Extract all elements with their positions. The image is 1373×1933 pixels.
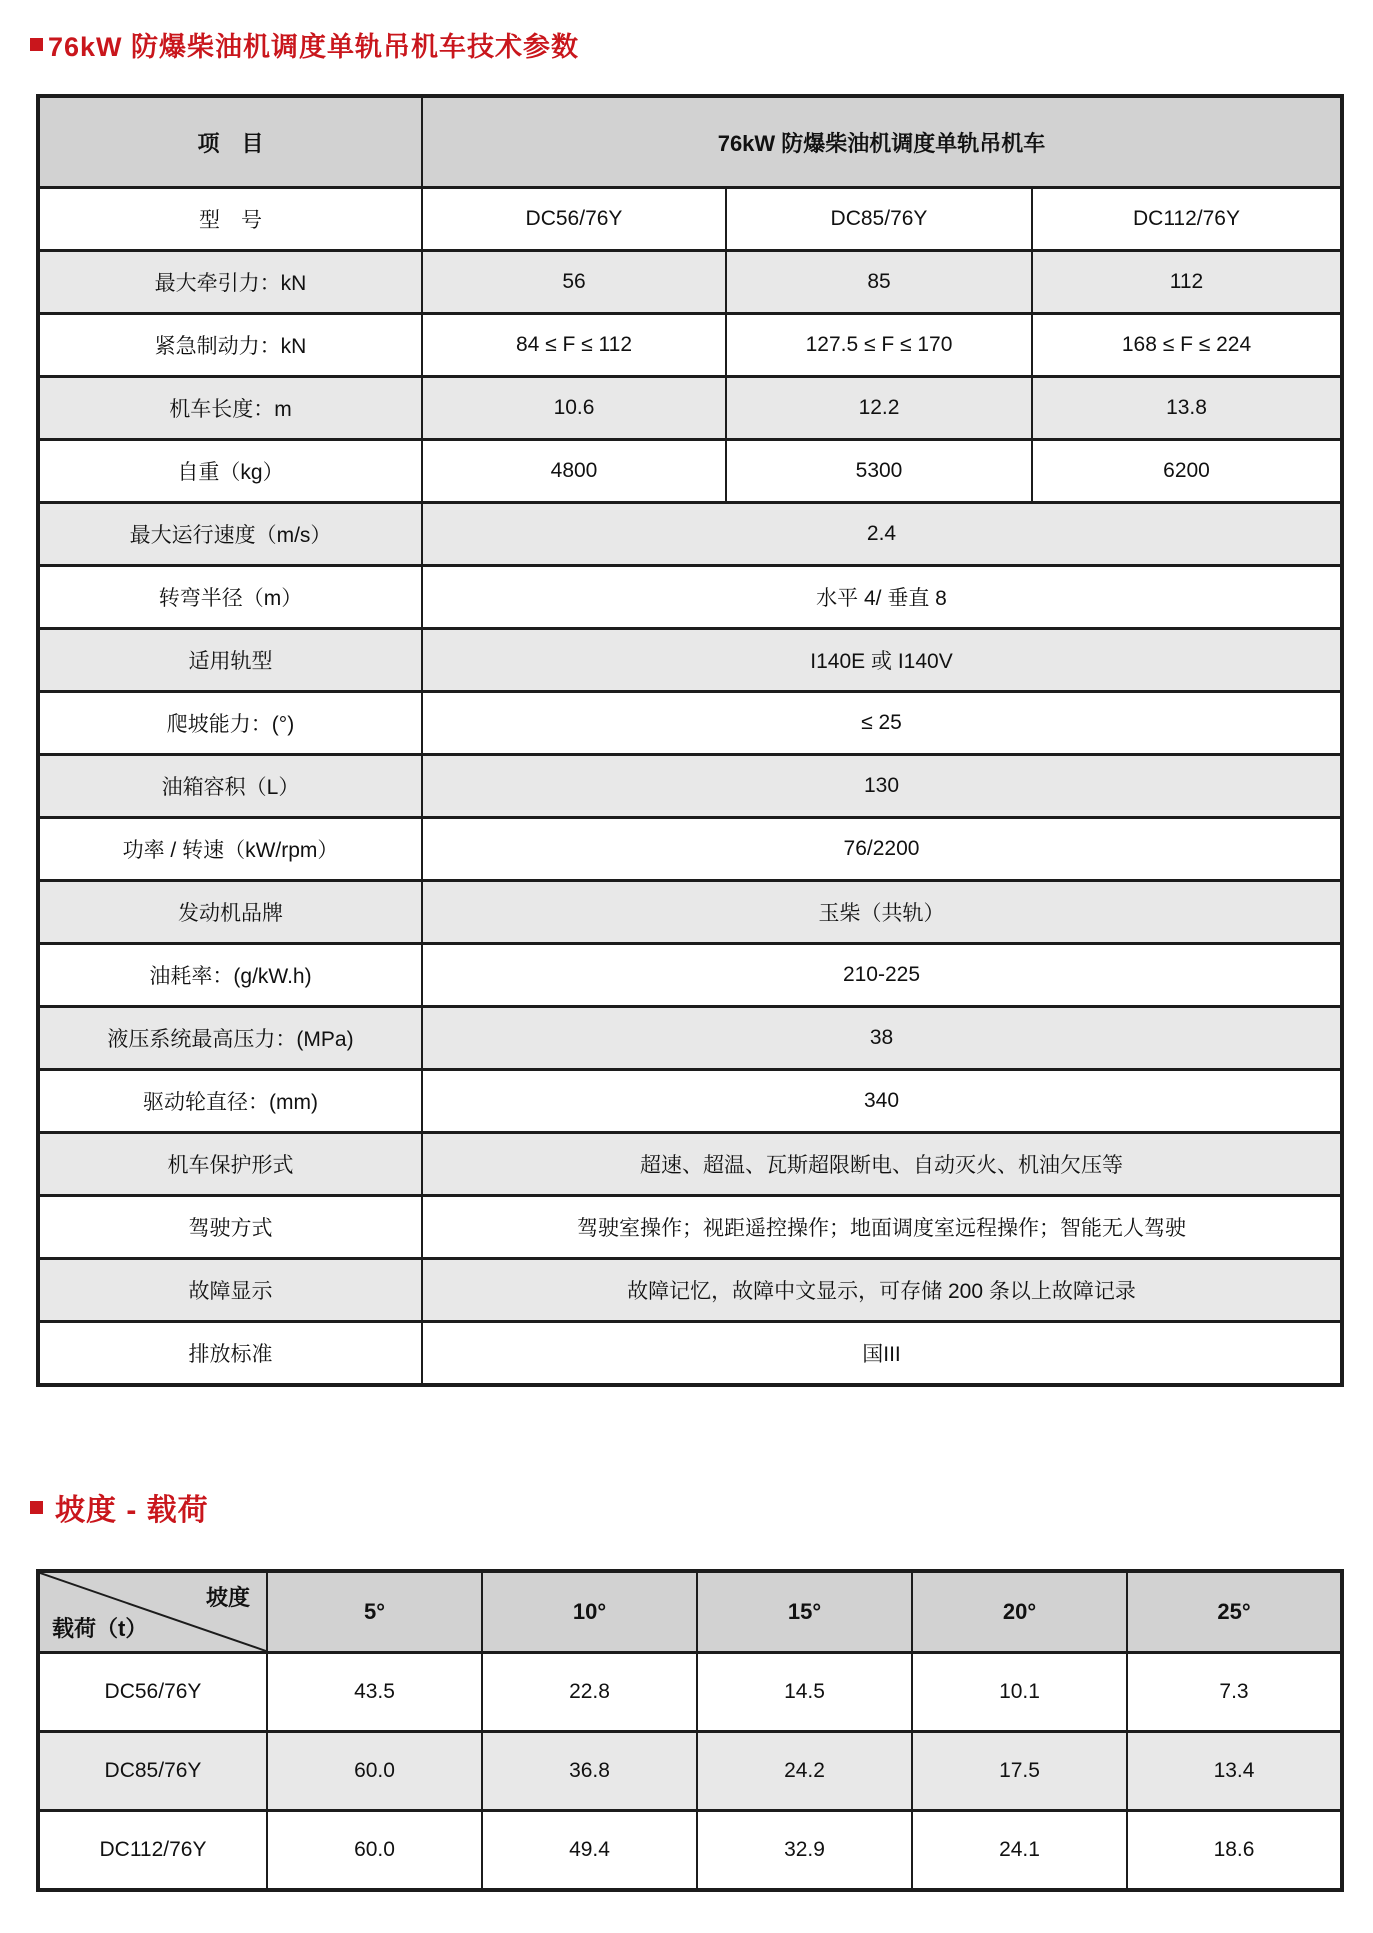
value-cell: 5300: [726, 440, 1032, 503]
value-cell: 10.6: [422, 377, 726, 440]
row-label-cell: 液压系统最高压力：(MPa): [38, 1007, 422, 1070]
table-row: [38, 440, 1342, 503]
value-cell: 130: [422, 755, 1342, 818]
value-cell: 10.1: [912, 1653, 1127, 1732]
column-header: 25°: [1127, 1571, 1342, 1653]
table-row: [38, 692, 1342, 755]
spec-table: [36, 94, 1344, 1387]
value-cell: 36.8: [482, 1732, 697, 1811]
row-label-cell: 故障显示: [38, 1259, 422, 1322]
row-label-cell: 转弯半径（m）: [38, 566, 422, 629]
table-row: [38, 1811, 1342, 1891]
table-row: [38, 566, 1342, 629]
row-label-cell: 驱动轮直径：(mm): [38, 1070, 422, 1133]
row-label-cell: 自重（kg）: [38, 440, 422, 503]
value-cell: 22.8: [482, 1653, 697, 1732]
value-cell: 17.5: [912, 1732, 1127, 1811]
table-row: [38, 629, 1342, 692]
value-cell: 国III: [422, 1322, 1342, 1386]
load-table: [36, 1569, 1344, 1892]
value-cell: 76/2200: [422, 818, 1342, 881]
value-cell: 43.5: [267, 1653, 482, 1732]
value-cell: 340: [422, 1070, 1342, 1133]
value-cell: 玉柴（共轨）: [422, 881, 1342, 944]
table-row: [38, 1070, 1342, 1133]
value-cell: 56: [422, 251, 726, 314]
value-cell: 112: [1032, 251, 1342, 314]
row-label-cell: 机车保护形式: [38, 1133, 422, 1196]
value-cell: 驾驶室操作；视距遥控操作；地面调度室远程操作；智能无人驾驶: [422, 1196, 1342, 1259]
section-title-spec: [30, 25, 1373, 64]
section-title-spec-text: 76kW 防爆柴油机调度单轨吊机车技术参数: [48, 32, 580, 62]
value-cell: 32.9: [697, 1811, 912, 1891]
table-row: [38, 503, 1342, 566]
value-cell: 24.2: [697, 1732, 912, 1811]
table-row: [38, 1653, 1342, 1732]
value-cell: 4800: [422, 440, 726, 503]
value-cell: 故障记忆，故障中文显示，可存储 200 条以上故障记录: [422, 1259, 1342, 1322]
row-label-cell: 紧急制动力：kN: [38, 314, 422, 377]
value-cell: 210-225: [422, 944, 1342, 1007]
column-header: 5°: [267, 1571, 482, 1653]
value-cell: I140E 或 I140V: [422, 629, 1342, 692]
row-label-cell: 机车长度：m: [38, 377, 422, 440]
column-header: 15°: [697, 1571, 912, 1653]
value-cell: 168 ≤ F ≤ 224: [1032, 314, 1342, 377]
table-row: [38, 818, 1342, 881]
value-cell: 84 ≤ F ≤ 112: [422, 314, 726, 377]
row-label-cell: 适用轨型: [38, 629, 422, 692]
value-cell: DC56/76Y: [422, 188, 726, 251]
value-cell: 85: [726, 251, 1032, 314]
model-cell: DC112/76Y: [38, 1811, 267, 1891]
table-row: [38, 1732, 1342, 1811]
table-row: [38, 944, 1342, 1007]
table-row: [38, 1007, 1342, 1070]
value-cell: 38: [422, 1007, 1342, 1070]
table-row: [38, 1322, 1342, 1386]
section-title-load-text: 坡度 - 载荷: [55, 1494, 209, 1527]
row-label-cell: 功率 / 转速（kW/rpm）: [38, 818, 422, 881]
spec-header-row: [38, 96, 1342, 188]
table-row: [38, 1259, 1342, 1322]
row-label-cell: 油耗率：(g/kW.h): [38, 944, 422, 1007]
table-row: [38, 251, 1342, 314]
table-row: [38, 755, 1342, 818]
row-label-cell: 最大运行速度（m/s）: [38, 503, 422, 566]
value-cell: 49.4: [482, 1811, 697, 1891]
section-bullet-icon: [30, 1501, 43, 1514]
load-corner-cell: [38, 1571, 267, 1653]
table-row: [38, 1133, 1342, 1196]
table-row: [38, 314, 1342, 377]
value-cell: 60.0: [267, 1732, 482, 1811]
page: [0, 25, 1373, 1933]
value-cell: 13.4: [1127, 1732, 1342, 1811]
spec-header-item-cell: 项 目: [38, 96, 422, 188]
row-label-cell: 驾驶方式: [38, 1196, 422, 1259]
table-row: [38, 377, 1342, 440]
spec-header-product-cell: 76kW 防爆柴油机调度单轨吊机车: [422, 96, 1342, 188]
corner-slope-label: 坡度: [205, 1585, 250, 1610]
value-cell: 24.1: [912, 1811, 1127, 1891]
model-cell: DC56/76Y: [38, 1653, 267, 1732]
value-cell: 7.3: [1127, 1653, 1342, 1732]
table-row: [38, 1196, 1342, 1259]
section-title-load: [30, 1485, 1373, 1529]
section-bullet-icon: [30, 38, 43, 51]
value-cell: 6200: [1032, 440, 1342, 503]
value-cell: ≤ 25: [422, 692, 1342, 755]
row-label-cell: 排放标准: [38, 1322, 422, 1386]
corner-load-label: 载荷（t）: [52, 1616, 148, 1641]
load-header-row: [38, 1571, 1342, 1653]
table-row: [38, 188, 1342, 251]
value-cell: 14.5: [697, 1653, 912, 1732]
value-cell: DC112/76Y: [1032, 188, 1342, 251]
value-cell: 127.5 ≤ F ≤ 170: [726, 314, 1032, 377]
value-cell: DC85/76Y: [726, 188, 1032, 251]
row-label-cell: 爬坡能力：(°): [38, 692, 422, 755]
row-label-cell: 发动机品牌: [38, 881, 422, 944]
row-label-cell: 最大牵引力：kN: [38, 251, 422, 314]
column-header: 10°: [482, 1571, 697, 1653]
value-cell: 超速、超温、瓦斯超限断电、自动灭火、机油欠压等: [422, 1133, 1342, 1196]
value-cell: 13.8: [1032, 377, 1342, 440]
value-cell: 2.4: [422, 503, 1342, 566]
value-cell: 水平 4/ 垂直 8: [422, 566, 1342, 629]
model-cell: DC85/76Y: [38, 1732, 267, 1811]
value-cell: 18.6: [1127, 1811, 1342, 1891]
value-cell: 60.0: [267, 1811, 482, 1891]
row-label-cell: 型 号: [38, 188, 422, 251]
row-label-cell: 油箱容积（L）: [38, 755, 422, 818]
value-cell: 12.2: [726, 377, 1032, 440]
column-header: 20°: [912, 1571, 1127, 1653]
table-row: [38, 881, 1342, 944]
